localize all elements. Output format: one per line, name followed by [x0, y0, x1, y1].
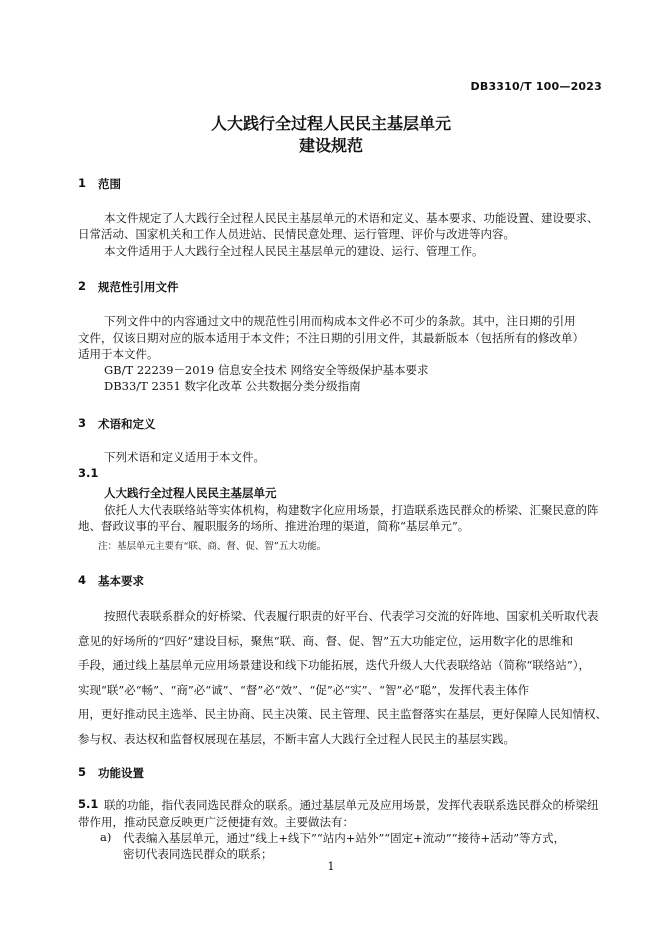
document-title-line2: 建设规范: [298, 136, 363, 155]
section-4-line: 手段，通过线上基层单元应用场景建设和线下功能拓展，迭代升级人大代表联络站（简称“联络站”），: [78, 658, 591, 672]
section-3-number: 3: [78, 416, 87, 430]
page-number: 1: [327, 860, 335, 873]
document-title-line1: 人大践行全过程人民民主基层单元: [210, 114, 451, 133]
standard-number: DB3310/T 100—2023: [470, 80, 602, 93]
section-4-line: 按照代表联系群众的好桥梁、代表履行职责的好平台、代表学习交流的好阵地、国家机关听取代表: [104, 609, 599, 623]
subsection-5-1-line: 带作用，推动民意反映更广泛便捷有效。主要做法有：: [78, 815, 354, 829]
section-1-title: 范围: [98, 177, 121, 191]
section-4-number: 4: [78, 573, 87, 587]
section-1-line: 本文件适用于人大践行全过程人民民主基层单元的建设、运行、管理工作。: [104, 244, 484, 258]
subsection-5-1-number: 5.1: [78, 797, 99, 811]
section-2-title: 规范性引用文件: [98, 280, 179, 294]
section-2-line: 文件，仅该日期对应的版本适用于本文件；不注日期的引用文件，其最新版本（包括所有的修改单）: [78, 331, 584, 345]
list-item-line: 密切代表同选民群众的联系；: [123, 847, 273, 861]
section-1-line: 日常活动、国家机关和工作人员进站、民情民意处理、运行管理、评价与改进等内容。: [78, 227, 515, 241]
list-item-label: a): [100, 830, 112, 844]
section-3-title: 术语和定义: [98, 417, 156, 431]
section-5-title: 功能设置: [98, 766, 144, 780]
section-2-line: 适用于本文件。: [78, 347, 159, 361]
section-2-line: 下列文件中的内容通过文中的规范性引用而构成本文件必不可少的条款。其中，注日期的引用: [104, 314, 576, 328]
term-note: 注：基层单元主要有“联、商、督、促、智”五大功能。: [98, 541, 327, 552]
section-5-number: 5: [78, 765, 87, 779]
section-1-number: 1: [78, 176, 87, 190]
list-item-line: 代表编入基层单元，通过“线上+线下”“站内+站外”“固定+流动”“接待+活动”等方式，: [123, 831, 566, 845]
term-definition-line: 依托人大代表联络站等实体机构，构建数字化应用场景，打造联系选民群众的桥梁、汇聚民意的阵: [104, 503, 599, 517]
term-definition-line: 地、督政议事的平台、履职服务的场所、推进治理的渠道，简称“基层单元”。: [78, 519, 470, 533]
section-2-number: 2: [78, 279, 87, 293]
section-4-line: 意见的好场所的“四好”建设目标，聚焦“联、商、督、促、智”五大功能定位，运用数字化的思维和: [78, 634, 574, 648]
section-4-title: 基本要求: [98, 574, 144, 588]
section-4-line: 实现“联”必“畅”、“商”必“诚”、“督”必“效”、“促”必“实”、“智”必“聪”，发挥代表主体作: [78, 683, 530, 697]
term-heading: 人大践行全过程人民民主基层单元: [104, 486, 277, 500]
reference-item: DB33/T 2351 数字化改革 公共数据分类分级指南: [104, 379, 361, 393]
section-4-line: 参与权、表达权和监督权展现在基层，不断丰富人大践行全过程人民民主的基层实践。: [78, 732, 515, 746]
subsection-5-1-line: 联的功能，指代表同选民群众的联系。通过基层单元及应用场景，发挥代表联系选民群众的桥梁纽: [104, 798, 599, 812]
section-1-line: 本文件规定了人大践行全过程人民民主基层单元的术语和定义、基本要求、功能设置、建设要求、: [104, 211, 599, 225]
section-4-line: 用，更好推动民主选举、民主协商、民主决策、民主管理、民主监督落实在基层，更好保障人民知情权、: [78, 707, 607, 721]
section-3-intro: 下列术语和定义适用于本文件。: [104, 450, 265, 464]
reference-item: GB/T 22239－2019 信息安全技术 网络安全等级保护基本要求: [104, 363, 429, 377]
subsection-3-1-number: 3.1: [78, 466, 99, 480]
